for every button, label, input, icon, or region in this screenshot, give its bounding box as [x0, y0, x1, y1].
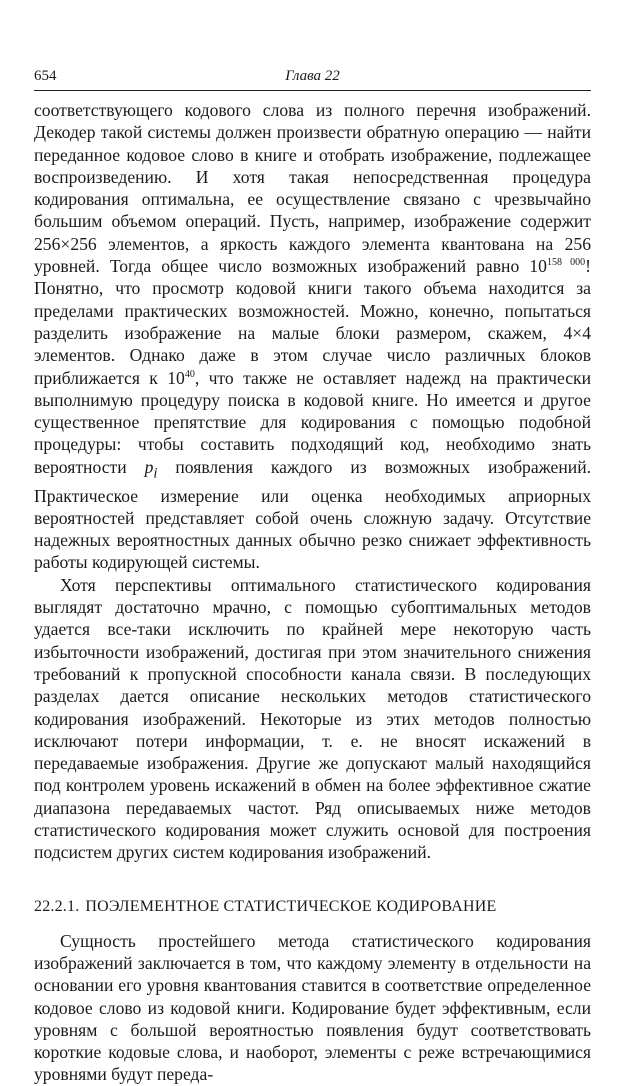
running-header	[34, 64, 591, 91]
paragraph-1-text-d: появления каждого из возможных изображений. Практическое измерение или оценка необходимых априорных вероятностей представляет собой очень сложную задачу. Отсутствие надежных вероятностных данных обычно резко снижает эффективность работы кодирующей системы.	[34, 456, 592, 573]
section-number: 22.2.1.	[34, 897, 80, 915]
paragraph-1-text-b: ! Понятно, что просмотр кодовой книги такого объема находится за пределами практических возможностей. Можно, конечно, попытаться разделить изображение на малые блоки размером, скажем, 4×4 элементов. Однако даже в этом случае число различных блоков приближается к 10	[34, 256, 592, 388]
paragraph-1-text-c: , что также не оставляет надежд на практически выполнимую процедуру поиска в кодовой книге. Но имеется и другое существенное препятствие для кодирования с помощью подобной процедуры: чтобы составить подходящий код, необходимо знать вероятности	[34, 367, 591, 477]
book-page	[34, 64, 591, 1086]
section-title: ПОЭЛЕМЕНТНОЕ СТАТИСТИЧЕСКОЕ КОДИРОВАНИЕ	[85, 897, 497, 915]
paragraph-3: Сущность простейшего метода статистического кодирования изображений заключается в том, что каждому элементу в отдельности на основании его уровня квантования ставится в соответствие определенное кодовое слово из кодовой книги. Кодирование будет эффективным, если уровням с большой вероятностью появления будут соответствовать короткие кодовые слова, и наоборот, элементы с реже встречающимися уровнями будут переда-	[34, 930, 591, 1085]
page-number: 654	[34, 68, 57, 84]
exponent-2: 40	[184, 368, 195, 380]
exponent-1: 158 000	[546, 257, 586, 269]
paragraph-2: Хотя перспективы оптимального статистического кодирования выглядят достаточно мрачно, с помощью субоптимальных методов удается все-таки исключить по крайней мере некоторую часть избыточности изображений, достигая при этом значительного снижения требований к пропускной способности канала связи. В последующих разделах дается описание нескольких методов статистического кодирования изображений. Некоторые из этих методов полностью исключают потери информации, т. е. не вносят искажений в передаваемые изображения. Другие же допускают малый находящийся под контролем уровень искажений в обмен на более эффективное сжатие диапазона передаваемых частот. Ряд описываемых ниже методов статистического кодирования может служить основой для построения подсистем других систем кодирования изображений.	[34, 574, 591, 863]
section-heading	[34, 897, 591, 917]
chapter-title: Глава 22	[285, 68, 340, 84]
probability-subscript: i	[153, 465, 158, 482]
probability-symbol: p	[144, 456, 154, 477]
paragraph-1	[34, 99, 591, 574]
paragraph-1-text-a: соответствующего кодового слова из полного перечня изображений. Декодер такой системы должен произвести обратную операцию — найти переданное кодовое слово в книге и отобрать изображение, подлежащее воспроизведению. И хотя такая непосредственная процедура кодирования оптимальна, ее осуществление связано с чрезвычайно большим объемом операций. Пусть, например, изображение содержит 256×256 элементов, а яркость каждого элемента квантована на 256 уровней. Тогда общее число возможных изображений равно 10	[34, 100, 591, 277]
